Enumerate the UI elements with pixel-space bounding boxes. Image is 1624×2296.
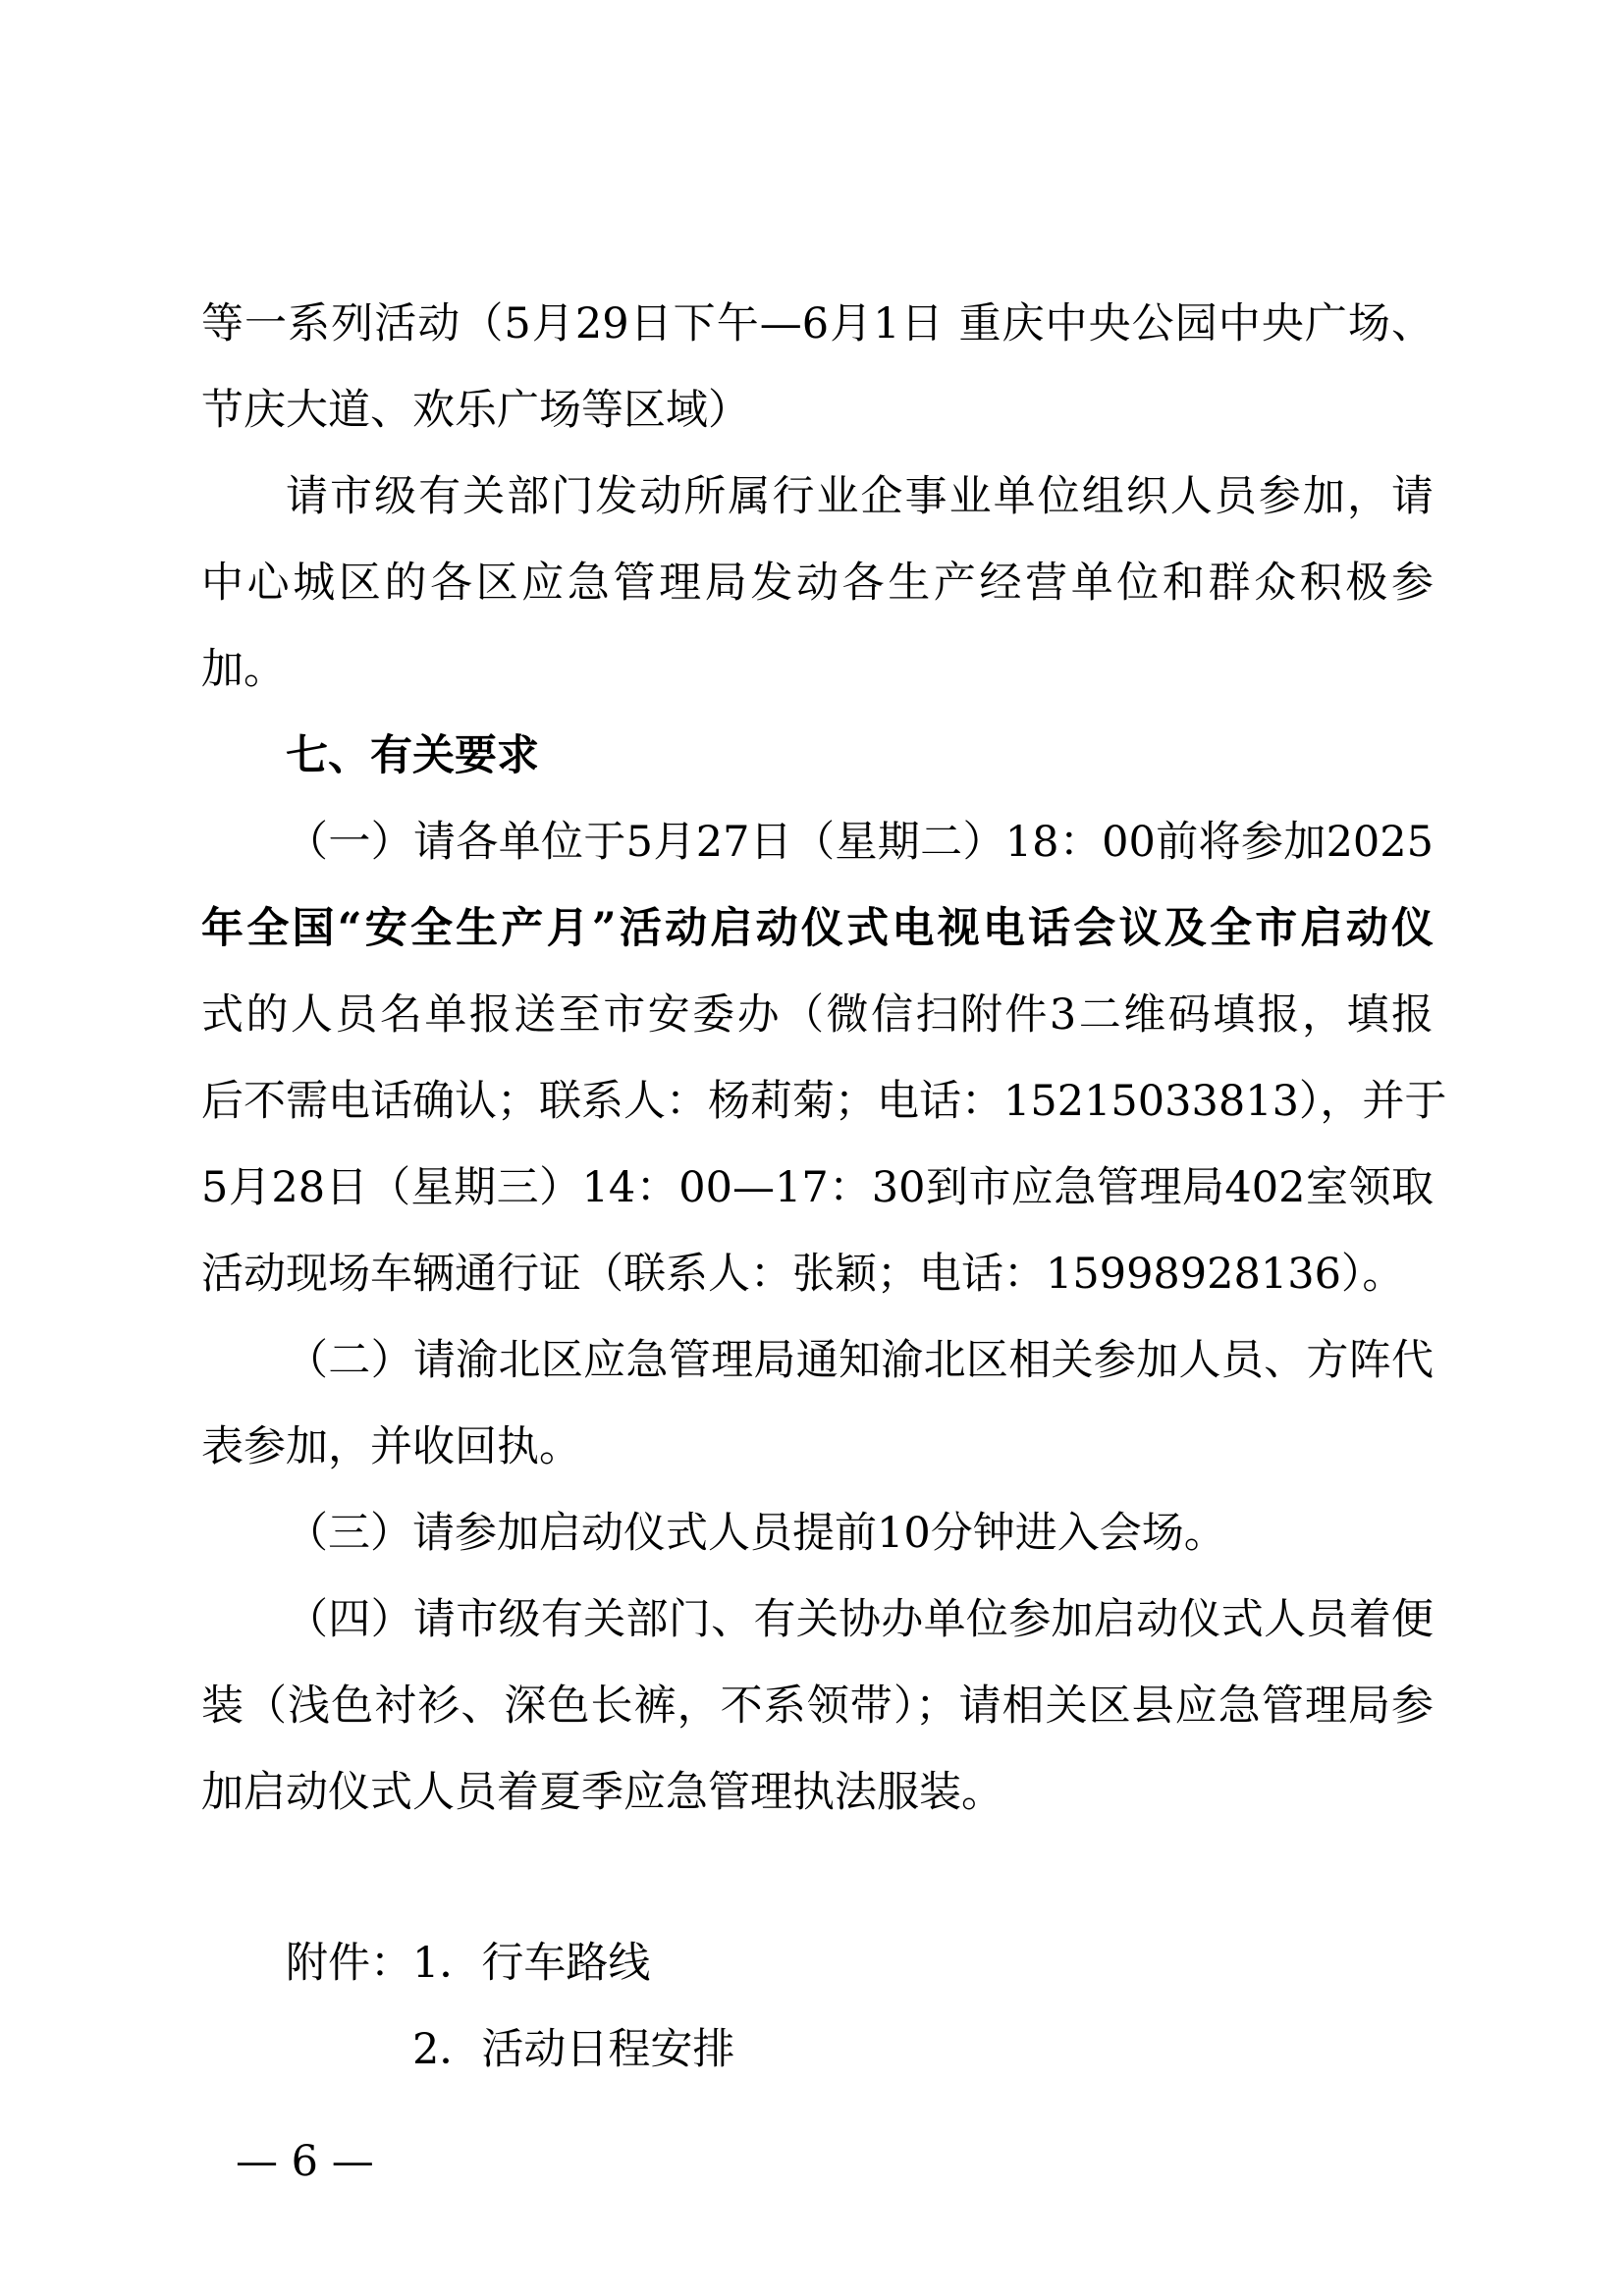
- text-line: （三）请参加启动仪式人员提前10分钟进入会场。: [286, 1509, 1226, 1558]
- page-number: — 6 —: [236, 2137, 374, 2186]
- text-line: （二）请渝北区应急管理局通知渝北区相关参加人员、方阵代: [286, 1336, 1434, 1385]
- text-line: 节庆大道、欢乐广场等区域）: [201, 386, 750, 435]
- text-line: 加启动仪式人员着夏季应急管理执法服装。: [201, 1768, 1003, 1817]
- text-line: 后不需电话确认；联系人：杨莉菊；电话：15215033813），并于: [201, 1077, 1447, 1126]
- text-line: 加。: [201, 645, 286, 694]
- text-line: 中心城区的各区应急管理局发动各生产经营单位和群众积极参: [201, 559, 1434, 608]
- text-line: 表参加，并收回执。: [201, 1422, 581, 1471]
- text-line: 年全国“安全生产月”活动启动仪式电视电话会议及全市启动仪: [201, 904, 1434, 953]
- text-line: 5月28日（星期三）14：00—17：30到市应急管理局402室领取: [201, 1163, 1434, 1212]
- attachment-line-2: 2．活动日程安排: [412, 2025, 735, 2074]
- text-line: 式的人员名单报送至市安委办（微信扫附件3二维码填报，填报: [201, 990, 1434, 1040]
- text-line: 活动现场车辆通行证（联系人：张颖；电话：15998928136）。: [201, 1250, 1405, 1299]
- text-line: 请市级有关部门发动所属行业企事业单位组织人员参加，请: [286, 472, 1434, 521]
- text-line: 等一系列活动（5月29日下午—6月1日 重庆中央公园中央广场、: [201, 299, 1434, 348]
- text-line: （一）请各单位于5月27日（星期二）18：00前将参加2025: [286, 818, 1434, 867]
- section-heading: 七、有关要求: [286, 731, 539, 780]
- attachment-line-1: 附件：1．行车路线: [286, 1939, 651, 1988]
- text-line: 装（浅色衬衫、深色长裤，不系领带）；请相关区县应急管理局参: [201, 1682, 1434, 1731]
- text-line: （四）请市级有关部门、有关协办单位参加启动仪式人员着便: [286, 1595, 1434, 1644]
